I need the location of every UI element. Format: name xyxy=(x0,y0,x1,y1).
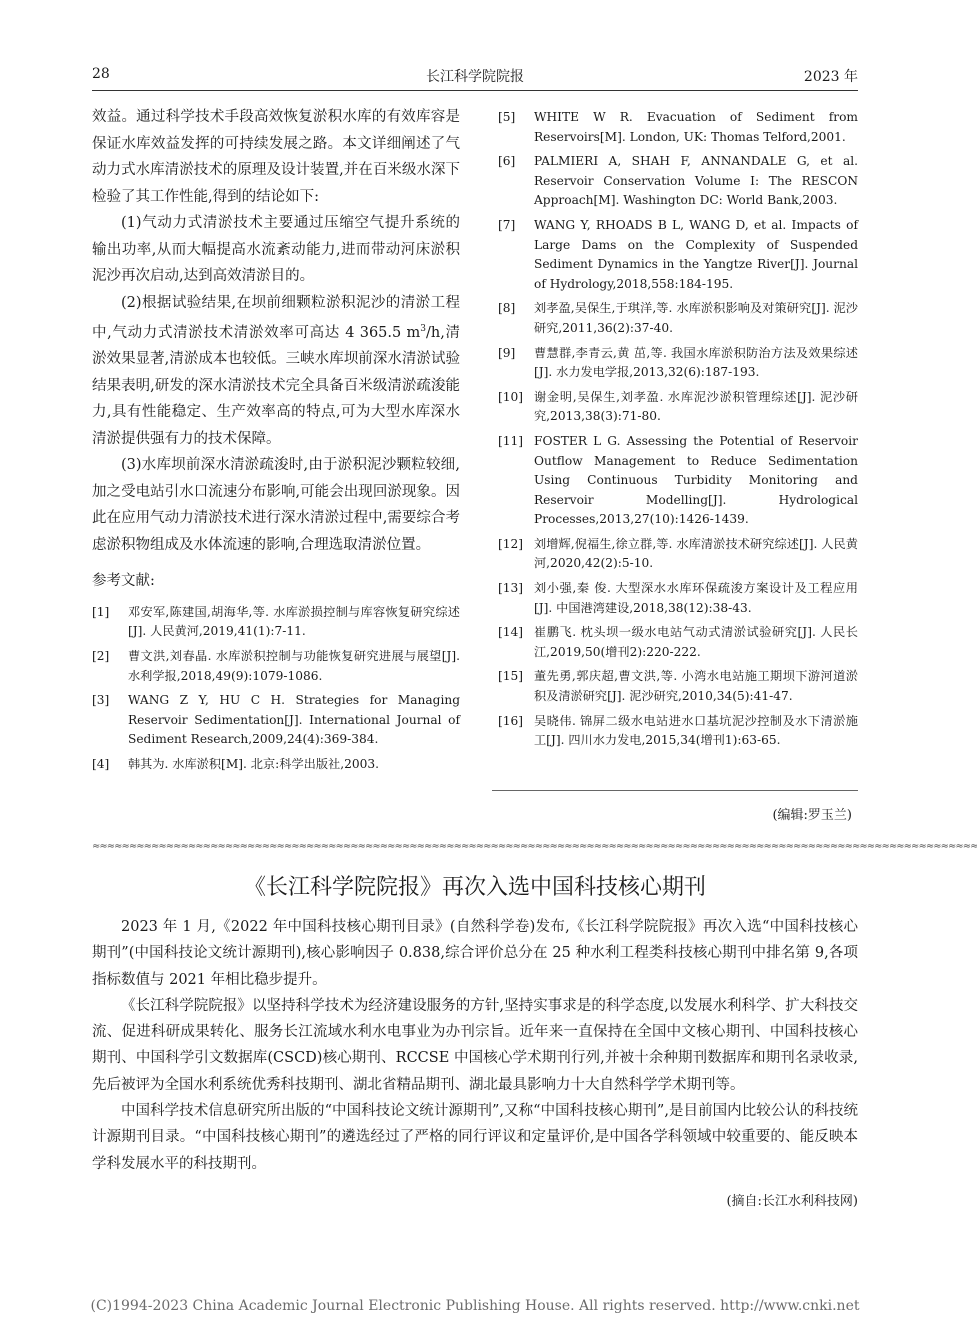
unit-superscript: 3 xyxy=(420,324,426,334)
reference-item: [10] 谢金明,吴保生,刘孝盈. 水库泥沙淤积管理综述[J]. 泥沙研究,2013,38(3):71-80. xyxy=(498,389,858,424)
reference-item: [7] WANG Y, RHOADS B L, WANG D, et al. Impacts of Large Dams on the Complexity of Suspended Sediment Dynamics in the Yangtze River[J]. Journal of Hydrology,2018,558:184-195. xyxy=(498,217,858,291)
reference-item: [8] 刘孝盈,吴保生,于琪洋,等. 水库淤积影响及对策研究[J]. 泥沙研究,2011,36(2):37-40. xyxy=(498,301,858,335)
running-header-journal: 长江科学院院报 xyxy=(426,69,524,85)
editor-rule xyxy=(492,790,858,791)
news-paragraph-3: 中国科学技术信息研究所出版的“中国科技论文统计源期刊”,又称“中国科技核心期刊”,是目前国内比较公认的科技统计源期刊目录。“中国科技核心期刊”的遴选经过了严格的同行评议和定量评价,是中国各学科领域中较重要的、能反映本学科发展水平的科技期刊。 xyxy=(92,1103,858,1172)
news-paragraph-1: 2023 年 1 月,《2022 年中国科技核心期刊目录》(自然科学卷)发布,《长江科学院院报》再次入选“中国科技核心期刊”(中国科技论文统计源期刊),核心影响因子 0.838,综合评价总分在 25 种水利工程类科技核心期刊中排名第 9,各项指标数值与 2021 年相比稳步提升。 xyxy=(92,919,858,988)
copyright-footer: (C)1994-2023 China Academic Journal Electronic Publishing House. All rights reserved. http://www.cnki.net xyxy=(90,1298,860,1314)
news-title: 《长江科学院院报》再次入选中国科技核心期刊 xyxy=(243,875,706,900)
reference-item: [3] WANG Z Y, HU C H. Strategies for Managing Reservoir Sedimentation[J]. International Journal of Sediment Research,2009,24(4):369-384. xyxy=(92,693,460,747)
running-header-year: 2023 年 xyxy=(803,69,858,85)
reference-item: [12] 刘增辉,倪福生,徐立群,等. 水库清淤技术研究综述[J]. 人民黄河,2020,42(2):5-10. xyxy=(498,536,858,571)
conclusion-item-2-text-b: /h,清淤效果显著,清淤成本也较低。三峡水库坝前深水清淤试验结果表明,研发的深水清淤技术完全具备百米级清淤疏浚能力,具有性能稳定、生产效率高的特点,可为大型水库深水清淤提供强有力的技术保障。 xyxy=(92,324,460,447)
news-paragraph-2: 《长江科学院院报》以坚持科学技术为经济建设服务的方针,坚持实事求是的科学态度,以发展水利科学、扩大科技交流、促进科研成果转化、服务长江流域水利水电事业为办刊宗旨。近年来一直保持在全国中文核心期刊、中国科技核心期刊、中国科学引文数据库(CSCD)核心期刊、RCCSE 中国核心学术期刊行列,并被十余种期刊数据库和期刊名录收录,先后被评为全国水利系统优秀科技期刊、湖北省精品期刊、湖北最具影响力十大自然科学学术期刊等。 xyxy=(92,997,858,1093)
conclusion-item-1: (1)气动力式清淤技术主要通过压缩空气提升系统的输出功率,从而大幅提高水流紊动能力,进而带动河床淤积泥沙再次启动,达到高效清淤目的。 xyxy=(92,215,460,284)
reference-item: [9] 曹慧群,李青云,黄 茁,等. 我国水库淤积防治方法及效果综述[J]. 水力发电学报,2013,32(6):187-193. xyxy=(498,345,858,380)
conclusion-item-2-text-a: (2)根据试验结果,在坝前细颗粒淤积泥沙的清淤工程中,气动力式清淤技术清淤效率可高达 4 365.5 m xyxy=(92,294,460,341)
reference-item: [6] PALMIERI A, SHAH F, ANNANDALE G, et al. Reservoir Conservation Volume I: The RESCON Approach[M]. Washington DC: World Bank,2003. xyxy=(498,154,858,208)
reference-list-right xyxy=(498,108,858,756)
reference-item: [1] 邓安军,陈建国,胡海华,等. 水库淤损控制与库容恢复研究综述[J]. 人民黄河,2019,41(1):7-11. xyxy=(92,604,460,639)
news-source: (摘自:长江水利科技网) xyxy=(726,1194,858,1209)
conclusion-item-2 xyxy=(92,290,460,453)
reference-item: [16] 吴晓伟. 锦屏二级水电站进水口基坑泥沙控制及水下清淤施工[J]. 四川水力发电,2015,34(增刊1):63-65. xyxy=(498,713,858,748)
reference-item: [5] WHITE W R. Evacuation of Sediment from Reservoirs[M]. London, UK: Thomas Telford,2001. xyxy=(498,110,858,144)
conclusion-intro: 效益。通过科学技术手段高效恢复淤积水库的有效库容是保证水库效益发挥的可持续发展之路。本文详细阐述了气动力式水库清淤技术的原理及设计装置,并在百米级水深下检验了其工作性能,得到的结论如下: xyxy=(92,109,460,205)
reference-item: [15] 董先勇,郭庆超,曹文洪,等. 小湾水电站施工期坝下游河道淤积及清淤研究[J]. 泥沙研究,2010,34(5):41-47. xyxy=(498,669,858,704)
left-column xyxy=(92,104,460,780)
wavy-separator: ≈≈≈≈≈≈≈≈≈≈≈≈≈≈≈≈≈≈≈≈≈≈≈≈≈≈≈≈≈≈≈≈≈≈≈≈≈≈≈≈≈≈≈≈≈≈≈≈≈≈≈≈≈≈≈≈≈≈≈≈≈≈≈≈≈≈≈≈≈≈≈≈≈≈≈≈≈≈≈≈≈≈≈≈≈≈≈≈≈≈≈≈≈≈≈≈≈≈≈≈≈≈≈≈≈≈≈≈≈≈≈≈≈≈≈≈≈≈≈≈ xyxy=(92,841,977,852)
conclusion-item-3: (3)水库坝前深水清淤疏浚时,由于淤积泥沙颗粒较细,加之受电站引水口流速分布影响,可能会出现回淤现象。因此在应用气动力清淤技术进行深水清淤过程中,需要综合考虑淤积物组成及水体流速的影响,合理选取清淤位置。 xyxy=(92,457,460,553)
reference-item: [14] 崔鹏飞. 枕头坝一级水电站气动式清淤试验研究[J]. 人民长江,2019,50(增刊2):220-222. xyxy=(498,625,858,659)
reference-item: [2] 曹文洪,刘春晶. 水库淤积控制与功能恢复研究进展与展望[J]. 水利学报,2018,49(9):1079-1086. xyxy=(92,649,460,683)
editor-credit: (编辑:罗玉兰) xyxy=(772,808,852,823)
page-number: 28 xyxy=(92,66,110,82)
news-body xyxy=(92,914,858,1177)
reference-item: [11] FOSTER L G. Assessing the Potential of Reservoir Outflow Management to Reduce Sedimentation Using Continuous Turbidity Monitoring and Reservoir Modelling[J]. Hydrological Processes,2013,27(10):1426-1439. xyxy=(498,433,858,527)
reference-item: [4] 韩其为. 水库淤积[M]. 北京:科学出版社,2003. xyxy=(92,756,379,771)
references-heading: 参考文献: xyxy=(92,573,155,590)
reference-list-left xyxy=(92,603,460,775)
header-rule xyxy=(92,90,858,91)
reference-item: [13] 刘小强,秦 俊. 大型深水水库环保疏浚方案设计及工程应用[J]. 中国港湾建设,2018,38(12):38-43. xyxy=(498,581,858,615)
